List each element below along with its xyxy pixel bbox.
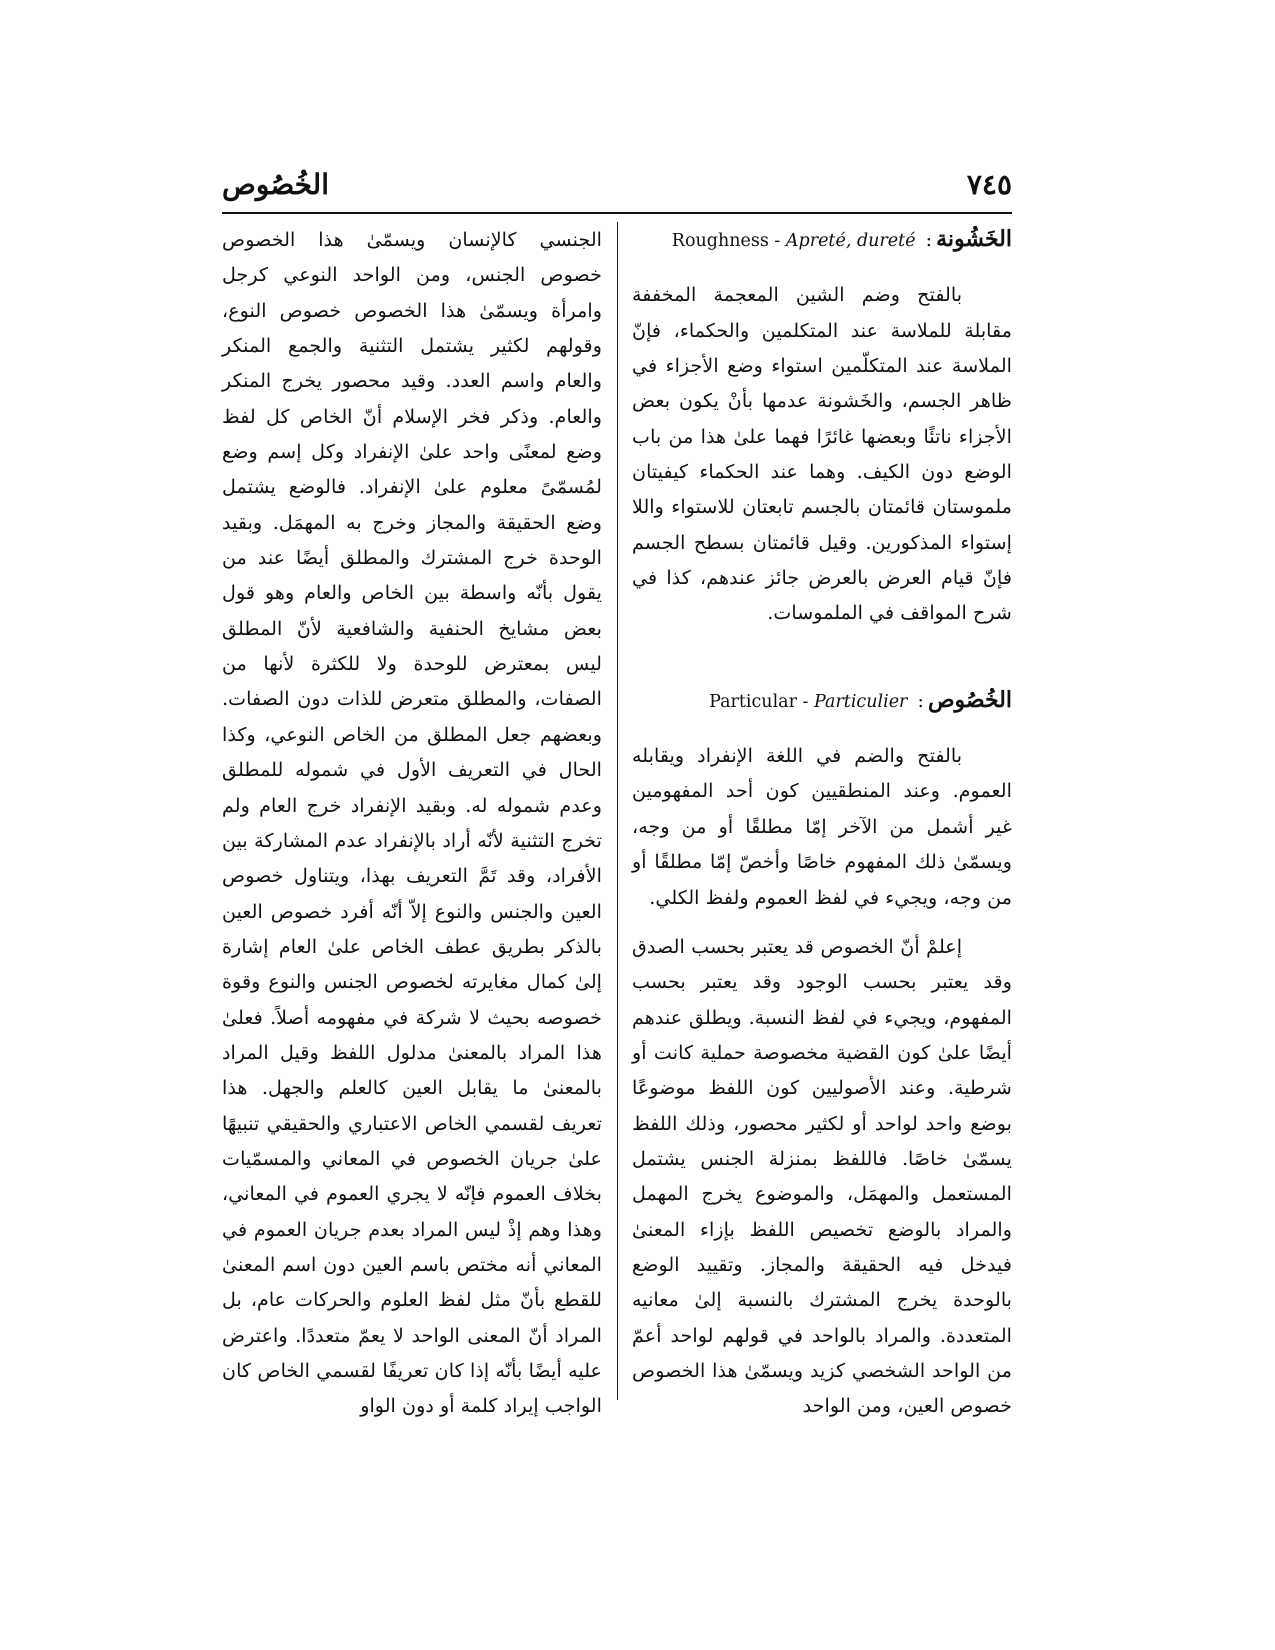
english-term: Particular <box>709 691 797 712</box>
heading-colon: : <box>917 689 924 712</box>
headword: الخَشُونة <box>936 226 1012 252</box>
continuation-paragraph: الجنسي كالإنسان ويسمّىٰ هذا الخصوص خصوص الجنس، ومن الواحد النوعي كرجل وامرأة ويسمّىٰ هذا الخصوص خصوص النوع، وقولهم لكثير يشتمل التثنية والجمع المنكر والعام واسم العدد. وقيد محصور يخرج المنكر والعام. وذكر فخر الإسلام أنّ الخاص كل لفظ وضع لمعنًى واحد علىٰ الإنفراد وكل إسم وضع لمُسمّىً معلوم علىٰ الإنفراد. فالوضع يشتمل وضع الحقيقة والمجاز وخرج به المهمَل. وبقيد الوحدة خرج المشترك والمطلق أيضًا عند من يقول بأنّه واسطة بين الخاص والعام وهو قول بعض مشايخ الحنفية والشافعية لأنّ المطلق ليس بمعترض للوحدة ولا للكثرة لأنها من الصفات، والمطلق متعرض للذات دون الصفات. وبعضهم جعل المطلق من الخاص النوعي، وكذا الحال في التعريف الأول في شموله للمطلق وعدم شموله له. وبقيد الإنفراد خرج العام ولم تخرج التثنية لأنّه أراد بالإنفراد عدم المشاركة بين الأفراد، وقد تَمَّ التعريف بهذا، ويتناول خصوص العين والجنس والنوع إلاّ أنّه أفرد خصوص العين بالذكر بطريق عطف الخاص علىٰ العام إشارة إلىٰ كمال مغايرته لخصوص الجنس والنوع وقوة خصوصه بحيث لا شركة في مفهومه أصلاً. فعلىٰ هذا المراد بالمعنىٰ مدلول اللفظ وقيل المراد بالمعنىٰ ما يقابل العين كالعلم والجهل. هذا تعريف لقسمي الخاص الاعتباري والحقيقي تنبيهًا علىٰ جريان الخصوص في المعاني والمسمّيات بخلاف العموم فإنّه لا يجري العموم في المعاني، وهذا وهم إذْ ليس المراد بعدم جريان العموم في المعاني أنه مختص باسم العين دون اسم المعنىٰ للقطع بأنّ مثل لفظ العلوم والحركات عام، بل المراد أنّ المعنى الواحد لا يعمّ متعددًا. واعترض عليه أيضًا بأنّه إذا كان تعريفًا لقسمي الخاص كان الواجب إيراد كلمة أو دون الواو <box>222 228 602 1418</box>
entry-heading <box>632 222 1012 259</box>
french-term: Particulier <box>814 691 908 712</box>
french-term: Apreté, dureté <box>785 231 916 251</box>
translation <box>709 685 907 720</box>
column-divider <box>617 222 618 1400</box>
heading-colon: : <box>925 229 933 251</box>
entry-paragraph: إعلمْ أنّ الخصوص قد يعتبر بحسب الصدق وقد يعتبر بحسب الوجود وقد يعتبر بحسب المفهوم، ويجيء في لفظ النسبة. ويطلق عندهم أيضًا علىٰ كون القضية مخصوصة حملية كانت أو شرطية. وعند الأصوليين كون اللفظ موضوعًا بوضع واحد لواحد أو لكثير محصور، وذلك اللفظ يسمّىٰ خاصًا. فاللفظ بمنزلة الجنس يشتمل المستعمل والمهمَل، والموضوع يخرج المهمل والمراد بالوضع تخصيص اللفظ بإزاء المعنىٰ فيدخل فيه الحقيقة والمجاز. وتقييد الوضع بالوحدة يخرج المشترك بالنسبة إلىٰ معانيه المتعددة. والمراد بالواحد في قولهم لواحد أعمّ من الواحد الشخصي كزيد ويسمّىٰ هذا الخصوص خصوص العين، ومن الواحد <box>632 934 1012 1418</box>
translation-separator: - <box>796 691 815 712</box>
headword: الخُصُوص <box>927 686 1012 713</box>
running-head: الخُصُوص <box>222 168 329 201</box>
right-column <box>632 222 1012 1418</box>
translation-separator: - <box>768 231 786 251</box>
page-number: ٧٤٥ <box>966 168 1012 201</box>
entry-heading <box>632 683 1012 720</box>
translation <box>672 224 916 259</box>
entry-paragraph: بالفتح والضم في اللغة الإنفراد ويقابله العموم. وعند المنطقيين كون أحد المفهومين غير أشمل من الآخر إمّا مطلقًا أو من وجه، ويسمّىٰ ذلك المفهوم خاصًا وأخصّ إمّا مطلقًا أو من وجه، ويجيء في لفظ العموم ولفظ الكلي. <box>632 744 1012 909</box>
page-header <box>222 168 1012 214</box>
english-term: Roughness <box>671 231 769 251</box>
entry-paragraph: بالفتح وضم الشين المعجمة المخففة مقابلة للملاسة عند المتكلمين والحكماء، فإنّ الملاسة عند المتكلّمين استواء وضع الأجزاء في ظاهر الجسم، والخَشونة عدمها بأنْ يكون بعض الأجزاء ناتئًا وبعضها غائرًا فهما علىٰ هذا من باب الوضع دون الكيف. وهما عند الحكماء كيفيتان ملموستان قائمتان بالجسم تابعتان للاستواء واللا إستواء المذكورين. وقيل قائمتان بسطح الجسم فإنّ قيام العرض بالعرض جائز عندهم، كذا في شرح المواقف في الملموسات. <box>632 283 1012 625</box>
left-column <box>222 222 602 1418</box>
